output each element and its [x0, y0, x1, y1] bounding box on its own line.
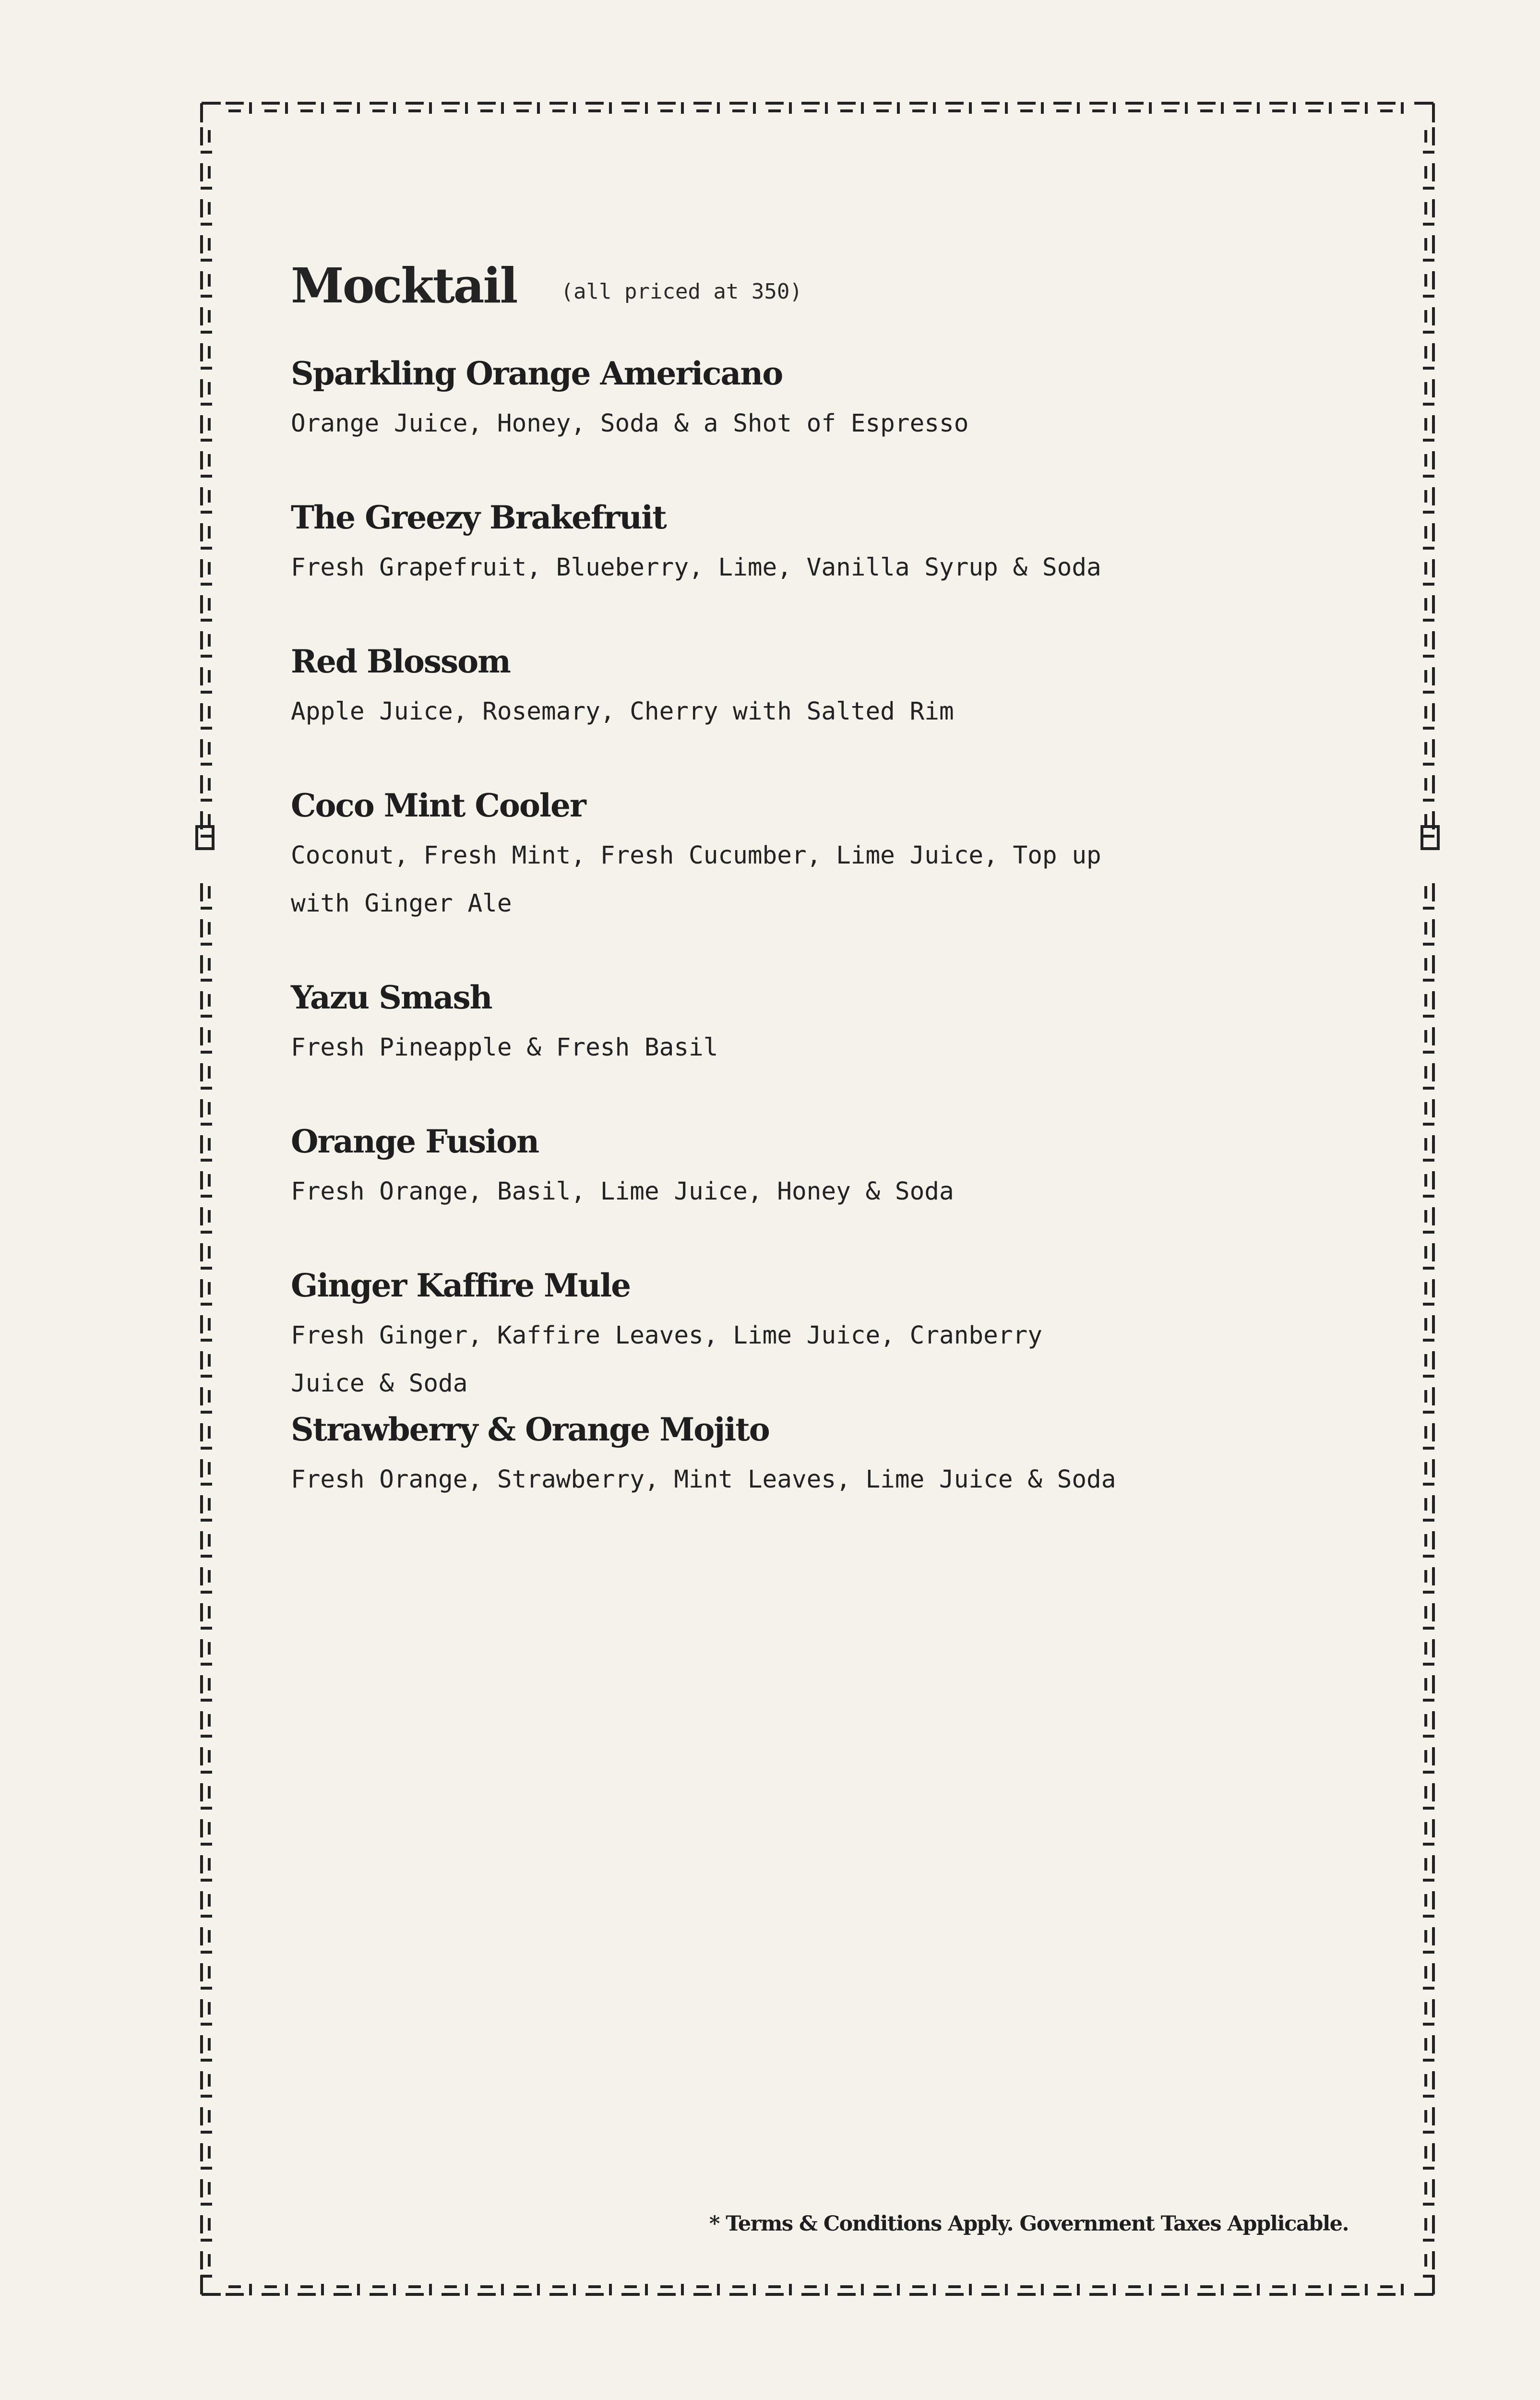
- item-name: Sparkling Orange Americano: [291, 355, 783, 392]
- item-description: Fresh Pineapple & Fresh Basil: [291, 1033, 718, 1062]
- menu-item: [291, 979, 1116, 1072]
- menu-item: [291, 643, 1116, 736]
- item-description: Orange Juice, Honey, Soda & a Shot of Espresso: [291, 409, 969, 438]
- item-name: Strawberry & Orange Mojito: [291, 1411, 769, 1448]
- menu-title: Mocktail: [291, 257, 517, 314]
- terms-note: * Terms & Conditions Apply. Government Taxes Applicable.: [709, 2212, 1349, 2236]
- menu-item: [291, 787, 1116, 928]
- item-name: Ginger Kaffire Mule: [291, 1267, 631, 1304]
- item-description: Fresh Ginger, Kaffire Leaves, Lime Juice, Cranberry Juice & Soda: [291, 1321, 1042, 1398]
- item-description: Fresh Orange, Basil, Lime Juice, Honey & Soda: [291, 1177, 954, 1206]
- item-description: Fresh Orange, Strawberry, Mint Leaves, Lime Juice & Soda: [291, 1465, 1116, 1494]
- item-description: Fresh Grapefruit, Blueberry, Lime, Vanilla Syrup & Soda: [291, 553, 1101, 582]
- menu-heading: [291, 257, 802, 314]
- menu-item: [291, 499, 1116, 592]
- menu-item: [291, 1411, 1116, 1504]
- item-name: Coco Mint Cooler: [291, 787, 585, 824]
- item-name: Yazu Smash: [291, 979, 492, 1016]
- item-name: Red Blossom: [291, 643, 511, 680]
- menu-item: [291, 355, 1116, 448]
- item-name: The Greezy Brakefruit: [291, 499, 666, 536]
- menu-item: [291, 1123, 1116, 1216]
- menu-item: [291, 1267, 1116, 1408]
- price-note: (all priced at 350): [561, 279, 802, 304]
- item-name: Orange Fusion: [291, 1123, 539, 1160]
- item-description: Apple Juice, Rosemary, Cherry with Salted Rim: [291, 697, 954, 726]
- item-description: Coconut, Fresh Mint, Fresh Cucumber, Lime Juice, Top up with Ginger Ale: [291, 841, 1101, 918]
